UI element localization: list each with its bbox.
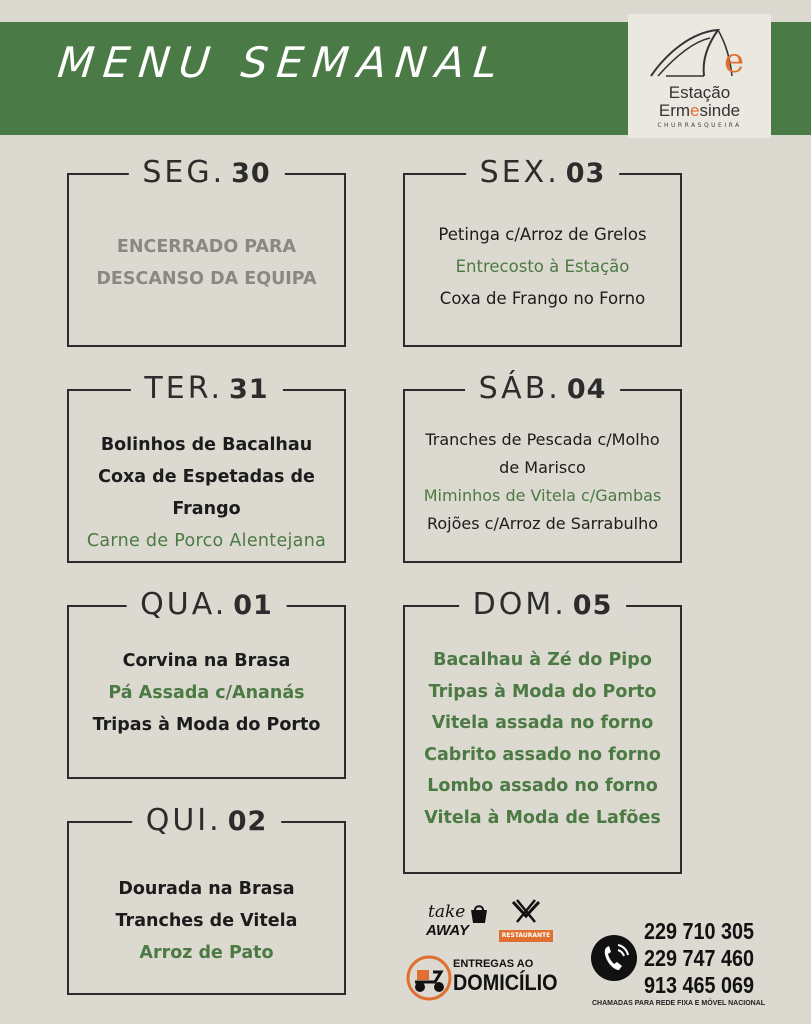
menu-item: Tranches de Pescada c/Molho [425,430,660,449]
day-header: SEG. 30 [128,153,284,194]
svg-text:e: e [724,41,745,81]
delivery-line1: ENTREGAS AO [453,958,534,970]
logo-name-line1: Estação [668,83,731,102]
day-card-qua [67,587,346,779]
restaurant-logo [628,14,771,138]
takeaway-badge [412,900,492,946]
menu-item: Carne de Porco Alentejana [86,531,327,551]
menu-item: de Marisco [499,458,586,477]
delivery-badge [405,952,560,1002]
day-header: SÁB. 04 [465,369,621,410]
day-items [405,426,680,538]
menu-item: Cabrito assado no forno [424,744,661,765]
menu-item: Lombo assado no forno [427,776,658,796]
phone-number[interactable]: 229 710 305 [644,918,754,944]
takeaway-bag-icon [468,904,490,924]
day-card-seg [67,155,346,347]
menu-item: Coxa de Frango no Forno [439,289,646,308]
menu-item: Dourada na Brasa [118,879,295,899]
phone-number[interactable]: 913 465 069 [644,972,754,998]
menu-item: Entrecosto à Estação [455,257,630,276]
menu-item: Miminhos de Vitela c/Gambas [423,486,662,505]
phone-icon [590,934,638,982]
restaurant-label: RESTAURANTE [499,930,553,942]
cutlery-icon [505,898,547,928]
restaurant-badge [497,898,555,948]
menu-item: Bolinhos de Bacalhau [100,435,313,455]
menu-item: Tranches de Vitela [115,911,298,931]
page-title: MENU SEMANAL [55,38,509,87]
logo-mark-icon [646,24,756,84]
day-card-dom [403,587,682,874]
menu-item: Vitela assada no forno [431,713,654,733]
logo-name-line2: Ermesinde [658,101,741,120]
day-header: QUI. 02 [132,801,282,842]
menu-item: Frango [172,499,241,519]
delivery-line2: DOMICÍLIO [453,970,558,995]
day-header: QUA. 01 [126,585,287,626]
day-card-qui [67,803,346,995]
day-items [405,645,680,834]
phone-numbers [644,918,773,999]
menu-item: Coxa de Espetadas de [98,467,315,487]
menu-item: Pá Assada c/Ananás [108,683,305,703]
menu-item: Tripas à Moda do Porto [428,681,657,702]
day-items [405,219,680,315]
day-header: DOM. 05 [459,585,627,626]
menu-item: Bacalhau à Zé do Pipo [433,650,652,670]
menu-item: Corvina na Brasa [122,651,291,671]
phones-note: CHAMADAS PARA REDE FIXA E MÓVEL NACIONAL [592,1000,766,1007]
phone-number[interactable]: 229 747 460 [644,945,754,971]
closed-notice-line1: ENCERRADO PARA [116,237,297,257]
logo-subtitle: CHURRASQUEIRA [657,122,742,129]
day-header: SEX. 03 [466,153,620,194]
day-items [69,429,344,557]
menu-item: Rojões c/Arroz de Sarrabulho [426,514,658,533]
day-card-sex [403,155,682,347]
closed-notice-line2: DESCANSO DA EQUIPA [96,269,317,289]
menu-item: Vitela à Moda de Lafões [424,807,661,828]
day-card-sab [403,371,682,563]
takeaway-line1: take [428,902,466,922]
takeaway-line2: AWAY [426,922,470,939]
menu-item: Tripas à Moda do Porto [92,715,321,735]
day-header: TER. 31 [130,369,282,410]
day-items [69,645,344,741]
delivery-scooter-icon [405,954,453,1002]
day-items [69,873,344,969]
menu-item: Petinga c/Arroz de Grelos [438,225,647,244]
day-card-ter [67,371,346,563]
day-items [69,231,344,295]
menu-item: Arroz de Pato [139,943,274,963]
